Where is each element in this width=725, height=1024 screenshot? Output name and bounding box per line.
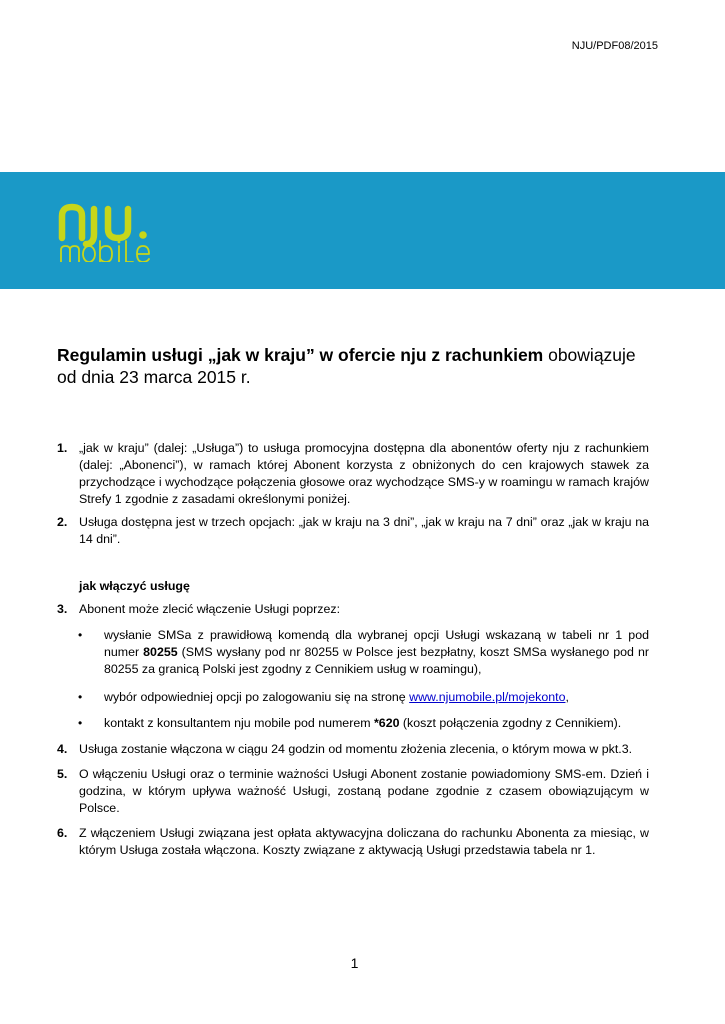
bullet-text: wybór odpowiedniej opcji po zalogowaniu się na stronę — [104, 690, 410, 704]
bullet-icon: • — [78, 690, 83, 704]
item-text: Abonent może zlecić włączenie Usługi poprzez: — [79, 602, 341, 616]
bullet-text: wysłanie SMSa z prawidłową komendą dla wybranej opcji Usługi wskazaną w tabeli nr 1 pod numer — [104, 628, 649, 659]
item-number: 3. — [57, 602, 68, 616]
document-code: NJU/PDF08/2015 — [571, 40, 658, 52]
item-number: 4. — [57, 742, 68, 756]
nju-mobile-logo-icon — [57, 200, 172, 262]
bullet-bold: 80255 — [143, 645, 178, 659]
page-number — [0, 955, 725, 971]
item-number: 5. — [57, 767, 68, 781]
nju-mobile-logo — [57, 200, 172, 262]
item-text: „jak w kraju” (dalej: „Usługa”) to usługa promocyjna dostępna dla abonentów oferty nju z rachunkiem (dalej: „Abonenci”), w ramach której Abonent korzysta z obniżonych do cen krajowych stawek za przychodzące i wychodzące połączenia głosowe oraz wychodzące SMS-y w roamingu w ramach krajów Strefy 1 zgodnie z zasadami określonymi poniżej. — [79, 441, 649, 506]
list-item-1 — [57, 440, 649, 508]
bullet-text: (koszt połączenia zgodny z Cennikiem). — [399, 716, 622, 730]
bullet-icon: • — [78, 628, 83, 642]
mojekonto-link[interactable]: www.njumobile.pl/mojekonto — [409, 690, 566, 704]
title-bold: Regulamin usługi „jak w kraju” w ofercie nju z rachunkiem — [57, 345, 544, 365]
brand-banner — [0, 172, 725, 289]
bullet-bold: *620 — [373, 716, 400, 730]
bullet-item-2 — [57, 689, 649, 706]
item-text: Usługa zostanie włączona w ciągu 24 godzin od momentu złożenia zlecenia, o którym mowa w pkt.3. — [79, 742, 633, 756]
bullet-icon: • — [78, 716, 83, 730]
item-text: Usługa dostępna jest w trzech opcjach: „jak w kraju na 3 dni”, „jak w kraju na 7 dni” oraz „jak w kraju na 14 dni”. — [79, 515, 649, 546]
bullet-item-3 — [57, 715, 649, 732]
item-number: 2. — [57, 515, 68, 529]
title-normal: obowiązuje od dnia 23 marca 2015 r. — [57, 345, 636, 387]
bullet-text: , — [565, 690, 569, 704]
bullet-text: (SMS wysłany pod nr 80255 w Polsce jest bezpłatny, koszt SMSa wysłanego pod nr 80255 za granicą Polski jest zgodny z Cennikiem usług w roamingu), — [104, 645, 649, 676]
list-item-2 — [57, 514, 649, 548]
item-number: 1. — [57, 441, 68, 455]
section-heading: jak włączyć usługę — [79, 579, 190, 593]
list-item-6 — [57, 825, 649, 859]
item-text: O włączeniu Usługi oraz o terminie ważności Usługi Abonent zostanie powiadomiony SMS-em. Dzień i godzina, w którym upływa ważność Usługi, zostaną podane zgodnie z czasem obowiązującym w Polsce. — [79, 767, 649, 815]
list-item-4 — [57, 741, 649, 758]
bullet-text: kontakt z konsultantem nju mobile pod numerem — [104, 716, 374, 730]
document-title — [57, 344, 657, 388]
list-item-3 — [57, 601, 649, 618]
item-number: 6. — [57, 826, 68, 840]
item-text: Z włączeniem Usługi związana jest opłata aktywacyjna doliczana do rachunku Abonenta za miesiąc, w którym Usługa została włączona. Koszty związane z aktywacją Usługi przedstawia tabela nr 1. — [79, 826, 649, 857]
document-body — [57, 440, 649, 859]
bullet-item-1 — [57, 627, 649, 678]
list-item-5 — [57, 766, 649, 817]
page-number-value: 1 — [350, 955, 359, 971]
